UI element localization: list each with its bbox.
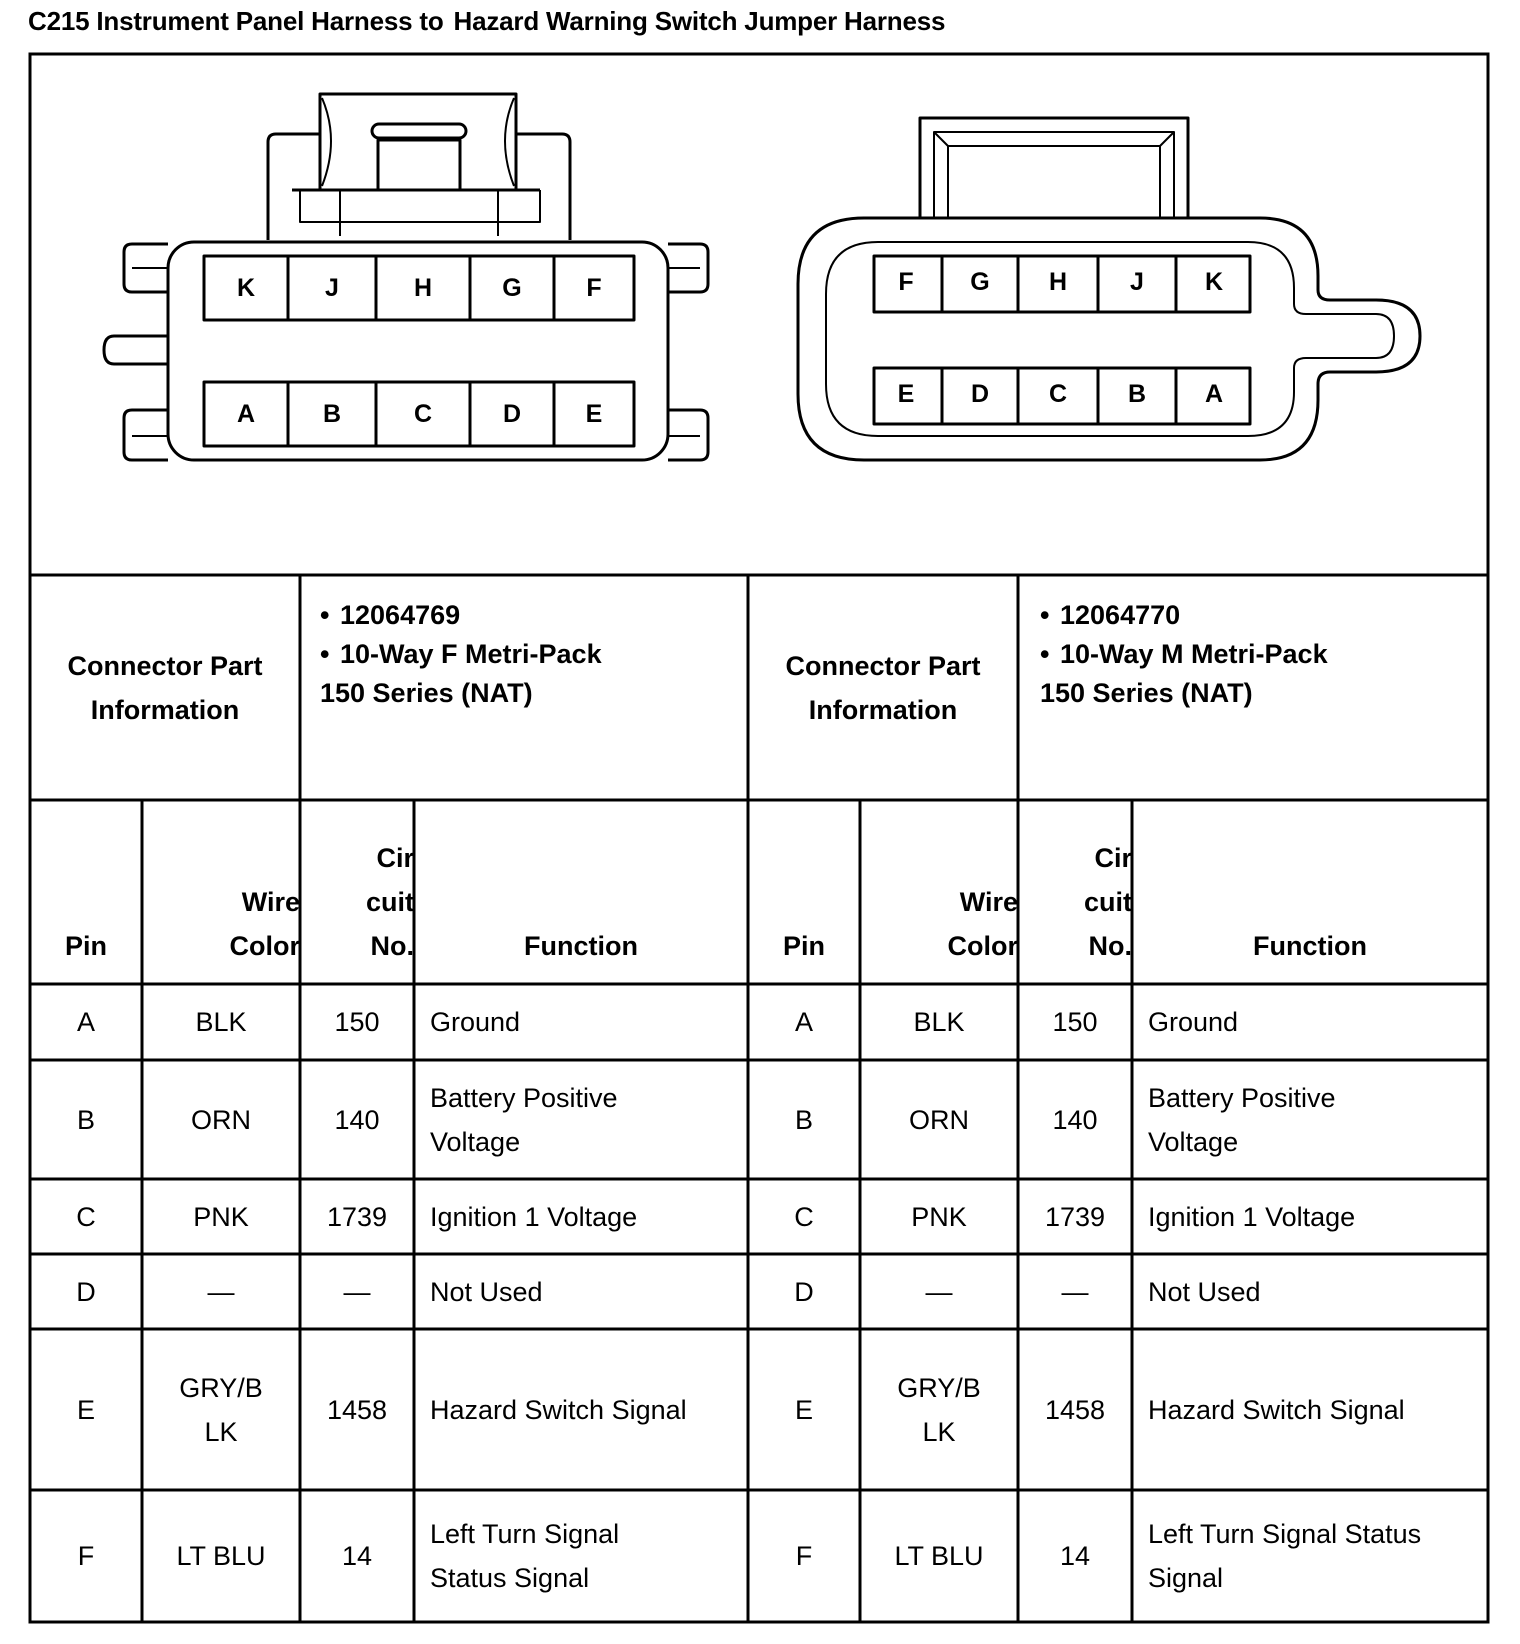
- function-cell: [1132, 1179, 1488, 1254]
- part-info-right: • 12064770 • 10-Way M Metri-Pack 150 Series (NAT): [1022, 596, 1328, 713]
- cell-text: —: [343, 1276, 371, 1307]
- cell-text: Left Turn Signal Status: [1148, 1519, 1422, 1549]
- circuit-cell: [1018, 1490, 1132, 1622]
- cell-text: Not Used: [1148, 1276, 1261, 1307]
- header-pin: Pin: [64, 931, 107, 961]
- part-info-label-right: Connector Part Information: [785, 650, 981, 725]
- right-connector-pin-labels: [898, 268, 1223, 408]
- cell-text: Not Used: [430, 1276, 543, 1307]
- right-pin-label: F: [898, 268, 914, 296]
- right-pin-label: E: [897, 380, 915, 408]
- cell-text: GRY/B: [179, 1372, 263, 1403]
- cell-text: 150: [1052, 1007, 1098, 1037]
- cell-text: Ground: [430, 1007, 521, 1037]
- left-pin-label: E: [585, 400, 603, 428]
- cell-text: LT BLU: [894, 1541, 984, 1571]
- function-cell: [1132, 1254, 1488, 1329]
- circuit-cell: [300, 1254, 414, 1329]
- function-cell: [414, 1060, 748, 1179]
- cell-text: Hazard Switch Signal: [430, 1394, 687, 1425]
- left-pin-label: H: [413, 274, 433, 302]
- cell-text: A: [794, 1007, 813, 1037]
- cell-text: Left Turn Signal: [430, 1519, 620, 1549]
- cell-text: Ignition 1 Voltage: [430, 1201, 638, 1232]
- cell-text: 140: [334, 1104, 380, 1135]
- wire-color-cell: [142, 1060, 300, 1179]
- left-pin-label: D: [502, 400, 522, 428]
- wire-color-cell: [142, 1329, 300, 1490]
- left-pin-label: K: [236, 274, 256, 302]
- cell-text: 150: [334, 1007, 380, 1037]
- circuit-cell: [300, 1490, 414, 1622]
- cell-text: LK: [204, 1416, 238, 1447]
- circuit-cell: [1018, 1254, 1132, 1329]
- left-pin-label: J: [325, 274, 339, 302]
- part-description: 10-Way M Metri-Pack: [1060, 639, 1328, 669]
- cell-text: B: [794, 1104, 813, 1135]
- cell-text: Signal: [1148, 1563, 1224, 1593]
- left-pin-label: F: [586, 274, 602, 302]
- cell-text: Voltage: [430, 1126, 521, 1157]
- cell-text: PNK: [911, 1201, 967, 1232]
- part-info-left: • 12064769 • 10-Way F Metri-Pack 150 Series (NAT): [302, 596, 602, 713]
- right-pin-label: A: [1204, 380, 1224, 408]
- circuit-cell: [300, 984, 414, 1060]
- cell-text: E: [76, 1394, 95, 1425]
- pin-cell: [30, 1179, 142, 1254]
- left-connector-pin-labels: [237, 274, 602, 428]
- right-pin-label: B: [1127, 380, 1147, 408]
- header-pin: Pin: [782, 931, 825, 961]
- cell-text: D: [76, 1276, 96, 1307]
- cell-text: D: [794, 1276, 814, 1307]
- cell-text: 1458: [326, 1394, 388, 1425]
- part-number: 12064770: [1060, 600, 1181, 630]
- wire-color-cell: [860, 1254, 1018, 1329]
- pin-cell: [30, 1060, 142, 1179]
- function-cell: [414, 984, 748, 1060]
- cell-text: 1458: [1044, 1394, 1106, 1425]
- cell-text: A: [76, 1007, 95, 1037]
- pin-cell: [748, 1490, 860, 1622]
- cell-text: ORN: [191, 1104, 251, 1135]
- cell-text: —: [1061, 1276, 1089, 1307]
- cell-text: 1739: [1044, 1201, 1106, 1232]
- cell-text: BLK: [195, 1007, 247, 1037]
- part-series: 150 Series (NAT): [320, 678, 533, 708]
- wire-color-cell: [142, 1179, 300, 1254]
- wire-color-cell: [142, 1254, 300, 1329]
- wire-color-cell: [142, 1490, 300, 1622]
- pin-cell: [30, 1490, 142, 1622]
- left-pin-label: C: [413, 400, 433, 428]
- function-cell: [414, 1329, 748, 1490]
- cell-text: F: [77, 1541, 95, 1571]
- circuit-cell: [1018, 1329, 1132, 1490]
- cell-text: Status Signal: [430, 1563, 590, 1593]
- function-cell: [1132, 1060, 1488, 1179]
- pin-cell: [30, 1254, 142, 1329]
- cell-text: 14: [341, 1541, 373, 1571]
- right-pin-label: D: [970, 380, 990, 408]
- circuit-cell: [300, 1060, 414, 1179]
- pin-cell: [748, 1179, 860, 1254]
- wire-color-cell: [860, 1060, 1018, 1179]
- cell-text: —: [925, 1276, 953, 1307]
- pin-cell: [748, 1254, 860, 1329]
- title-part-2: Hazard Warning Switch Jumper Harness: [453, 6, 946, 36]
- cell-text: Voltage: [1148, 1126, 1239, 1157]
- cell-text: PNK: [193, 1201, 249, 1232]
- cell-text: GRY/B: [897, 1372, 981, 1403]
- header-circuit-no: Cir cuit No.: [365, 843, 414, 961]
- cell-text: LT BLU: [176, 1541, 266, 1571]
- circuit-cell: [300, 1329, 414, 1490]
- part-number: 12064769: [340, 600, 461, 630]
- cell-text: Battery Positive: [1148, 1082, 1336, 1113]
- cell-text: Ground: [1148, 1007, 1239, 1037]
- left-pin-label: A: [236, 400, 256, 428]
- cell-text: B: [76, 1104, 95, 1135]
- cell-text: 14: [1059, 1541, 1091, 1571]
- circuit-cell: [300, 1179, 414, 1254]
- function-cell: [414, 1254, 748, 1329]
- function-cell: [1132, 1329, 1488, 1490]
- right-pin-label: H: [1048, 268, 1068, 296]
- cell-text: Hazard Switch Signal: [1148, 1394, 1405, 1425]
- function-cell: [1132, 1490, 1488, 1622]
- wire-color-cell: [860, 1179, 1018, 1254]
- cell-text: BLK: [913, 1007, 965, 1037]
- cell-text: F: [795, 1541, 813, 1571]
- title-part-1: C215 Instrument Panel Harness to: [28, 6, 444, 36]
- header-wire-color: Wire Color: [229, 887, 300, 961]
- right-connector-drawing: [798, 118, 1420, 460]
- pin-cell: [30, 984, 142, 1060]
- cell-text: Battery Positive: [430, 1082, 618, 1113]
- right-pin-label: J: [1130, 268, 1144, 296]
- header-function: Function: [1253, 931, 1367, 961]
- cell-text: C: [794, 1201, 814, 1232]
- pin-cell: [30, 1329, 142, 1490]
- cell-text: E: [794, 1394, 813, 1425]
- left-pin-label: G: [502, 274, 522, 302]
- right-pin-label: K: [1204, 268, 1224, 296]
- header-wire-color: Wire Color: [947, 887, 1018, 961]
- part-info-label-left: Connector Part Information: [67, 650, 263, 725]
- right-pin-label: G: [970, 268, 990, 296]
- cell-text: LK: [922, 1416, 956, 1447]
- cell-text: 140: [1052, 1104, 1098, 1135]
- left-pin-label: B: [322, 400, 342, 428]
- pin-cell: [748, 1060, 860, 1179]
- circuit-cell: [1018, 1179, 1132, 1254]
- wire-color-cell: [860, 1329, 1018, 1490]
- pin-cell: [748, 1329, 860, 1490]
- wire-color-cell: [860, 1490, 1018, 1622]
- circuit-cell: [1018, 1060, 1132, 1179]
- cell-text: —: [207, 1276, 235, 1307]
- cell-text: C: [76, 1201, 96, 1232]
- part-description: 10-Way F Metri-Pack: [340, 639, 602, 669]
- function-cell: [414, 1490, 748, 1622]
- right-pin-label: C: [1048, 380, 1068, 408]
- circuit-cell: [1018, 984, 1132, 1060]
- pin-cell: [748, 984, 860, 1060]
- header-circuit-no: Cir cuit No.: [1083, 843, 1132, 961]
- part-series: 150 Series (NAT): [1040, 678, 1253, 708]
- header-function: Function: [524, 931, 638, 961]
- wire-color-cell: [860, 984, 1018, 1060]
- wire-color-cell: [142, 984, 300, 1060]
- left-connector-drawing: [104, 94, 708, 460]
- cell-text: Ignition 1 Voltage: [1148, 1201, 1356, 1232]
- cell-text: 1739: [326, 1201, 388, 1232]
- cell-text: ORN: [909, 1104, 969, 1135]
- function-cell: [414, 1179, 748, 1254]
- function-cell: [1132, 984, 1488, 1060]
